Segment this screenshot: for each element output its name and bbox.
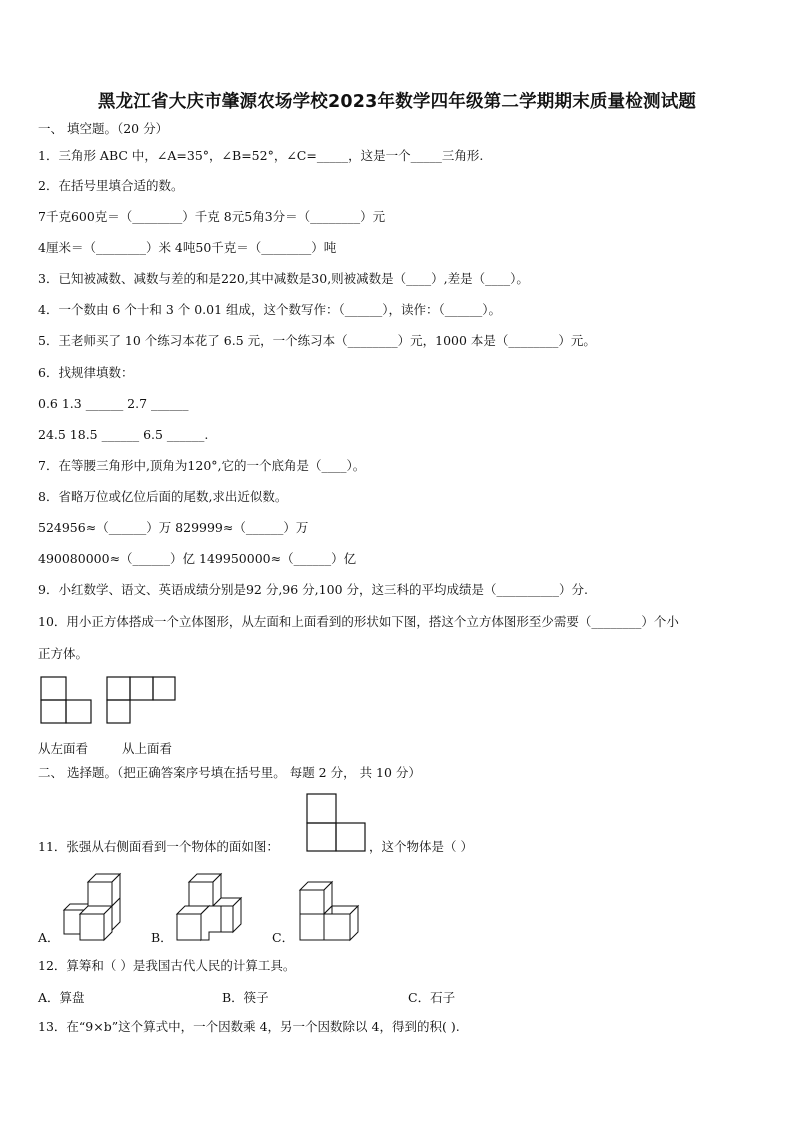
question-6-row-1: 0.6 1.3 ______ 2.7 ______ — [38, 396, 189, 411]
question-8: 8．省略万位或亿位后面的尾数,求出近似数。 — [38, 489, 288, 504]
question-3: 3．已知被减数、减数与差的和是220,其中减数是30,则被减数是（____）,差是（____）。 — [38, 271, 529, 286]
right-side-view-figure — [306, 793, 368, 855]
left-view-figure — [40, 676, 94, 726]
question-2: 2．在括号里填合适的数。 — [38, 178, 184, 193]
question-11: 11．张强从右侧面看到一个物体的面如图： — [38, 839, 279, 854]
question-6: 6．找规律填数： — [38, 365, 134, 380]
option-11-b: B． — [151, 930, 173, 945]
top-view-label: 从上面看 — [122, 741, 173, 756]
section-1-heading: 一、 填空题。（20 分） — [38, 121, 169, 136]
question-10-cont: 正方体。 — [38, 646, 89, 661]
question-12: 12．算筹和（ ）是我国古代人民的计算工具。 — [38, 958, 296, 973]
option-12-c: C．石子 — [408, 990, 456, 1005]
question-9: 9．小红数学、语文、英语成绩分别是92 分,96 分,100 分，这三科的平均成绩是（__________）分. — [38, 582, 588, 597]
question-13: 13．在“9×b”这个算式中，一个因数乘 4，另一个因数除以 4，得到的积( ). — [38, 1019, 460, 1034]
question-7: 7．在等腰三角形中,顶角为120°,它的一个底角是（____）。 — [38, 458, 366, 473]
top-view-figure — [106, 676, 178, 726]
question-2-row-2: 4厘米＝（________）米 4吨50千克＝（________）吨 — [38, 240, 337, 255]
option-12-a: A．算盘 — [38, 990, 85, 1005]
question-10: 10．用小正方体搭成一个立体图形，从左面和上面看到的形状如下图，搭这个立方体图形至少需要（________）个小 — [38, 614, 679, 629]
question-11-tail: ，这个物体是（ ） — [369, 839, 473, 854]
question-1: 1．三角形 ABC 中，∠A=35°，∠B=52°，∠C=_____，这是一个_____三角形. — [38, 148, 484, 163]
option-a-cubes-figure — [60, 870, 128, 944]
option-c-cubes-figure — [296, 878, 368, 944]
question-8-row-1: 524956≈（______）万 829999≈（______）万 — [38, 520, 309, 535]
page-title: 黑龙江省大庆市肇源农场学校2023年数学四年级第二学期期末质量检测试题 — [97, 92, 697, 112]
option-12-b: B．筷子 — [222, 990, 269, 1005]
question-8-row-2: 490080000≈（______）亿 149950000≈（______）亿 — [38, 551, 357, 566]
question-6-row-2: 24.5 18.5 ______ 6.5 ______. — [38, 427, 209, 442]
question-5: 5．王老师买了 10 个练习本花了 6.5 元，一个练习本（________）元，1000 本是（________）元。 — [38, 333, 596, 348]
option-11-c: C． — [272, 930, 295, 945]
question-2-row-1: 7千克600克＝（________）千克 8元5角3分＝（________）元 — [38, 209, 386, 224]
question-4: 4．一个数由 6 个十和 3 个 0.01 组成，这个数写作：（______），读作：（______）。 — [38, 302, 502, 317]
option-11-a: A． — [38, 930, 60, 945]
left-view-label: 从左面看 — [38, 741, 89, 756]
option-b-cubes-figure — [175, 870, 247, 944]
section-2-heading: 二、 选择题。（把正确答案序号填在括号里。 每题 2 分， 共 10 分） — [38, 765, 421, 780]
